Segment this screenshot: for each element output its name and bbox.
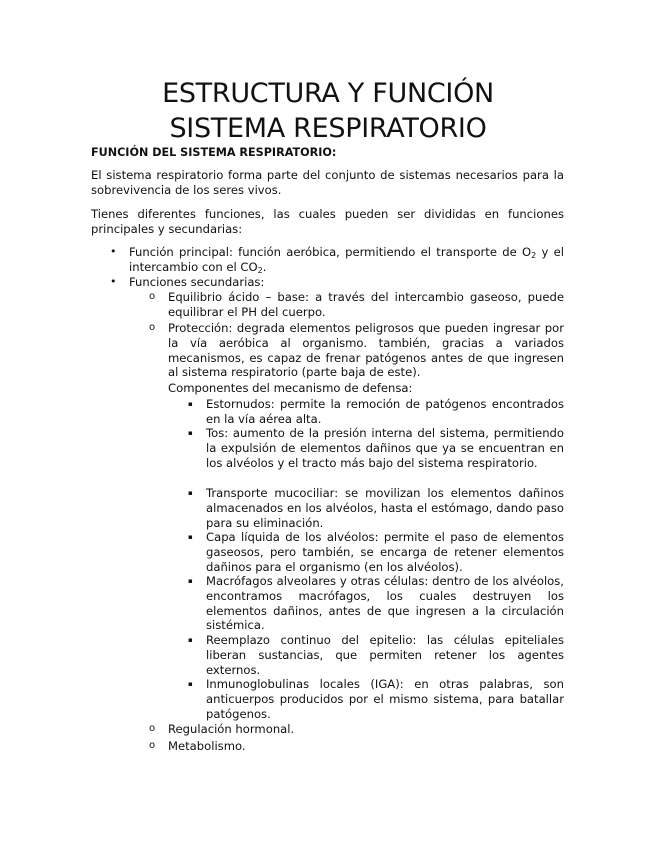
bullet-marker: o: [149, 723, 156, 734]
bullet-marker: ▪: [188, 680, 193, 688]
bullet-marker: ▪: [188, 636, 193, 644]
bullet-marker: o: [149, 740, 156, 751]
section-heading: FUNCIÓN DEL SISTEMA RESPIRATORIO:: [91, 146, 337, 159]
list-item-epitelio: Reemplazo continuo del epitelio: las células epiteliales liberan sustancias, que permiten retener los agentes externos.: [206, 633, 564, 677]
bullet-marker: •: [110, 245, 117, 258]
list-item-metabolismo: Metabolismo.: [168, 739, 246, 753]
bullet-marker: •: [110, 275, 117, 288]
list-item-tos: Tos: aumento de la presión interna del sistema, permitiendo la expulsión de elementos dañinos que ya se encuentran en los alvéolos y el tracto más bajo del sistema respiratorio.: [206, 426, 564, 470]
list-item-principal: Función principal: función aeróbica, permitiendo el transporte de $O_2$ y el intercambio con el $CO_2$.: [129, 245, 564, 275]
bullet-marker: ▪: [188, 429, 193, 437]
list-item-secundarias: Funciones secundarias:: [129, 275, 265, 289]
bullet-marker: ▪: [188, 577, 193, 585]
bullet-marker: o: [149, 322, 156, 333]
componentes-label: Componentes del mecanismo de defensa:: [168, 381, 413, 395]
bullet-marker: ▪: [188, 400, 193, 408]
list-item-regulacion: Regulación hormonal.: [168, 722, 295, 736]
bullet-marker: ▪: [188, 489, 193, 497]
title-line-1: ESTRUCTURA Y FUNCIÓN: [162, 78, 494, 109]
list-item-proteccion: Protección: degrada elementos peligrosos que pueden ingresar por la vía aeróbica al organismo. también, gracias a variados mecanismos, es capaz de frenar patógenos antes de que ingresen al sistema respiratorio (parte baja de este).: [168, 321, 564, 380]
bullet-marker: o: [149, 291, 156, 302]
bullet-marker: ▪: [188, 533, 193, 541]
intro-paragraph: El sistema respiratorio forma parte del conjunto de sistemas necesarios para la sobrevivencia de los seres vivos.: [91, 168, 564, 197]
list-item-macrofagos: Macrófagos alveolares y otras células: dentro de los alvéolos, encontramos macrófagos, los cuales destruyen los elementos dañinos, antes de que ingresen a la circulación sistémica.: [206, 574, 564, 633]
list-item-capa-liquida: Capa líquida de los alvéolos: permite el paso de elementos gaseosos, pero también, se encarga de retener elementos dañinos para el organismo (en los alvéolos).: [206, 530, 564, 574]
title-line-2: SISTEMA RESPIRATORIO: [169, 113, 487, 144]
list-item-estornudos: Estornudos: permite la remoción de patógenos encontrados en la vía aérea alta.: [206, 397, 564, 426]
list-item-transporte: Transporte mucociliar: se movilizan los elementos dañinos almacenados en los alvéolos, hasta el estómago, dando paso para su eliminación.: [206, 486, 564, 530]
list-item-equilibrio: Equilibrio ácido – base: a través del intercambio gaseoso, puede equilibrar el PH del cuerpo.: [168, 290, 564, 319]
list-item-inmunoglobulinas: Inmunoglobulinas locales (IGA): en otras palabras, son anticuerpos producidos por el mismo sistema, para batallar patógenos.: [206, 677, 564, 721]
functions-paragraph: Tienes diferentes funciones, las cuales pueden ser divididas en funciones principales y secundarias:: [91, 207, 564, 236]
